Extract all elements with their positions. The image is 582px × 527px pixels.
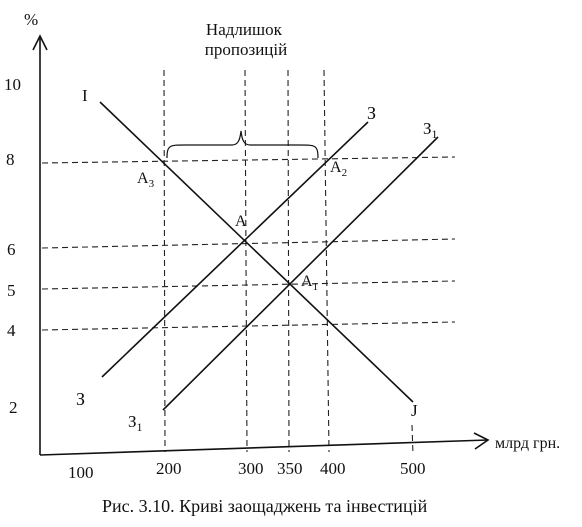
savings-curve-start-label: З	[76, 389, 86, 409]
curves	[100, 102, 438, 410]
investment-curve-end-label: J	[411, 401, 418, 420]
point-label-A3: $A_3$	[137, 170, 155, 190]
x-tick-label: 200	[156, 459, 182, 478]
x-axis-unit: млрд грн.	[495, 435, 561, 452]
x-tick-label: 400	[320, 459, 346, 478]
y-tick-label: 5	[7, 281, 16, 300]
surplus-annotation: Надлишок пропозицій	[204, 20, 288, 59]
y-tick-label: 10	[4, 75, 21, 94]
guide-x-300	[245, 70, 247, 452]
savings-shifted-start-label: $З_1$	[128, 412, 143, 434]
guide-x-500	[412, 425, 413, 455]
y-axis-unit: %	[24, 10, 39, 29]
y-tick-label: 4	[7, 321, 16, 340]
savings-shifted-end-label: $З_1$	[423, 119, 438, 141]
guide-x-200	[164, 70, 165, 452]
figure-caption: Рис. 3.10. Криві заощаджень та інвестицій	[102, 496, 428, 516]
investment-curve	[100, 102, 413, 402]
guide-y-8	[42, 157, 455, 163]
x-axis	[40, 440, 488, 455]
y-tick-label: 2	[9, 398, 18, 417]
guide-x-350	[288, 70, 289, 452]
x-tick-label: 300	[238, 459, 264, 478]
point-label-A1: $A_1$	[301, 273, 319, 293]
axes	[33, 36, 488, 455]
x-tick-label: 500	[400, 459, 426, 478]
surplus-brace	[167, 131, 318, 158]
guide-lines	[42, 70, 455, 455]
x-tick-label: 100	[68, 463, 94, 482]
y-tick-label: 6	[7, 240, 16, 259]
point-label-A: A	[235, 213, 247, 230]
point-label-A2: $A_2$	[330, 159, 348, 179]
guide-y-5	[42, 281, 455, 289]
y-tick-label: 8	[6, 150, 15, 169]
x-tick-label: 350	[277, 459, 303, 478]
investment-curve-start-label: I	[82, 86, 88, 105]
savings-curve-end-label: З	[367, 103, 377, 123]
guide-x-400	[324, 70, 329, 452]
